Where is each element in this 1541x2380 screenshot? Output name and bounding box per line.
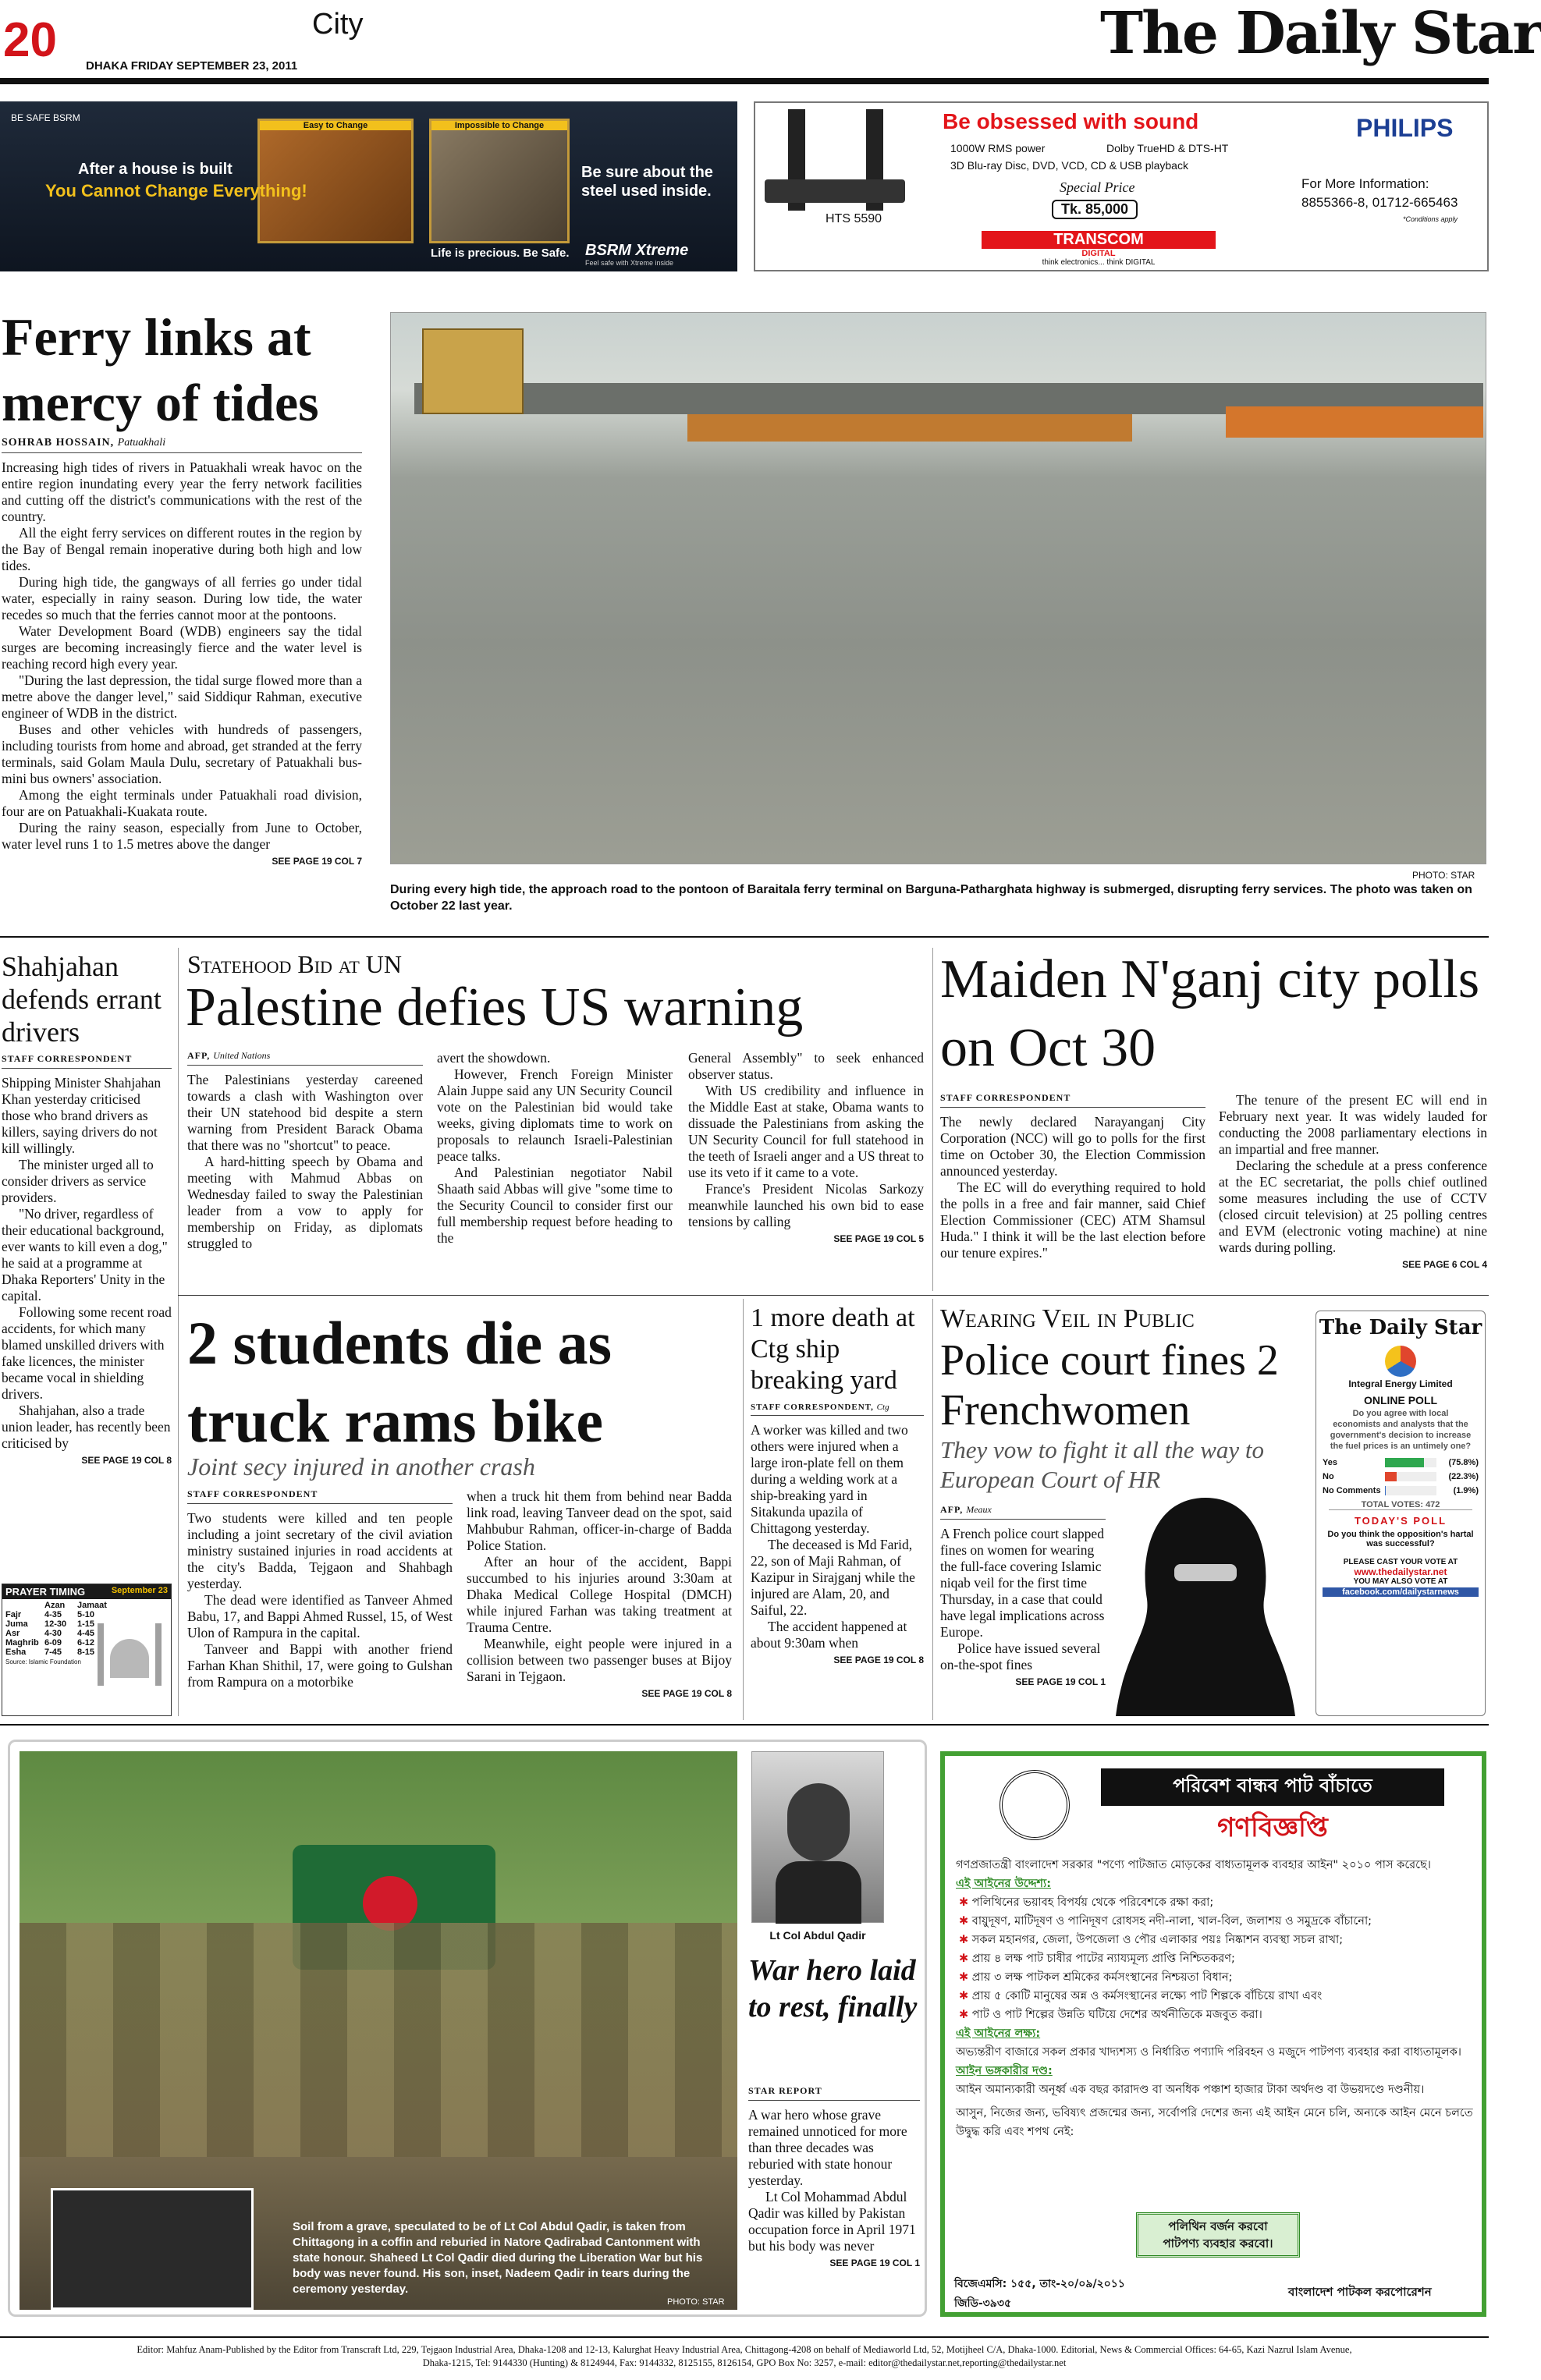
ad-bsrm-top: BE SAFE BSRM — [11, 112, 80, 123]
nganj-byline: STAFF CORRESPONDENT — [940, 1092, 1205, 1108]
war-hero-headline: War hero laid to rest, finally — [748, 1954, 918, 2024]
ferry-see-page[interactable]: SEE PAGE 19 COL 7 — [272, 856, 362, 867]
poll-sponsor: Integral Energy Limited — [1348, 1378, 1453, 1389]
students-byline: STAFF CORRESPONDENT — [187, 1488, 453, 1504]
rule-v2 — [932, 948, 933, 1291]
poll-options — [1323, 1458, 1479, 1495]
ferry-boat-right — [1226, 406, 1483, 438]
ad-philips-info: For More Information: — [1301, 176, 1429, 191]
poll-option-no[interactable]: No (22.3%) — [1323, 1472, 1479, 1481]
poll-question: Do you agree with local economists and analysts that the government's decision to increase the fuel prices is an untimely one? — [1330, 1409, 1472, 1451]
palestine-col1: AFP, United Nations The Palestinians yesterday careened towards a clash with Washington over their UN statehood bid despite a stern warning from President Barack Obama that there was no "shortcut" to peace. A hard-hitting speech by Obama and meeting with Mahmud Abbas on Wednesday failed to sway the Palestinian leader from a vow to apply for membership on Friday, as diplomats struggled to — [187, 1050, 423, 1251]
poll-total: TOTAL VOTES: 472 — [1329, 1500, 1472, 1510]
logo: The Daily Star — [1100, 0, 1541, 67]
jute-org: বাংলাদেশ পাটকল করপোরেশন — [1288, 2285, 1432, 2299]
ferry-text: Increasing high tides of rivers in Patuakhali wreak havoc on the entire region inundating every year the ferry network facilities and cutting off the district's communications with the rest of the country. All the eight ferry services on different routes in the region by the Bay of Bengal remain inoperative during both high and low tides. During high tide, the gangways of all ferries go under tidal water, especially in rainy season. During low tide, the water recedes so much that the ferries cannot moor at the pontoons. Water Development Board (WDB) engineers say the tidal surges are becoming increasingly fierce and the water level is reaching record high every year. "During the last depression, the tidal surge flowed more than a metre above the danger level," said Siddiqur Rahman, executive engineer of WDB in the district. Buses and other vehicles with hundreds of passengers, including tourists from home and abroad, get stranded at the ferry terminals, said Golam Maula Dulu, secretary of Patuakhali bus-mini bus owners' association. Among the eight terminals under Patuakhali road division, four are on Patuakhali-Kuakata route. During the rainy season, especially from June to October, water level runs 1 to 1.5 metres above the danger — [2, 459, 362, 852]
ad-bsrm-line4: steel used inside. — [581, 183, 712, 200]
easy-label: Easy to Change — [260, 121, 411, 130]
ctg-story: 1 more death at Ctg ship breaking yard STAFF CORRESPONDENT, Ctg A worker was killed and two others were injured when a large iron-plate fell on them during a welding work at a ship-breaking yard in Sitakunda upazila of Chittagong yesterday. The deceased is Md Farid, 22, son of Maji Rahman, of Kazipur in Sirajganj while the injured are Alam, 20, and Saiful, 22. The accident happened at about 9:30am when SEE PAGE 19 COL 8 — [751, 1304, 924, 1665]
poll-bar-no-comments — [1385, 1486, 1436, 1495]
dealer-tag: think electronics... think DIGITAL — [1042, 258, 1156, 267]
prayer-header: PRAYER TIMING September 23 — [2, 1584, 171, 1599]
jute-subtitle: গণবিজ্ঞপ্তি — [1217, 1812, 1328, 1843]
veil-kicker: Wearing Veil in Public — [940, 1304, 1195, 1333]
ad-philips-phones: 8855366-8, 01712-665463 — [1301, 195, 1458, 210]
nganj-col1: STAFF CORRESPONDENT The newly declared Narayanganj City Corporation (NCC) will go to polls for the first time on October 30, the Election Commission announced yesterday. The EC will do everything required to hold the polls in a free and fair manner, said Chief Election Commissioner (CEC) ATM Shamsul Huda." I think it will be the last election before our tenure expires." — [940, 1092, 1205, 1261]
shahjahan-story — [2, 950, 172, 1466]
dealer-sub: DIGITAL — [1081, 249, 1116, 258]
veil-byline: AFP, Meaux — [940, 1504, 1106, 1520]
poll-bar-yes — [1385, 1458, 1436, 1467]
ctg-see-page[interactable]: SEE PAGE 19 COL 8 — [833, 1655, 924, 1665]
nganj-col2: The tenure of the present EC will end in February next year. It was widely lauded for conducting the 2008 parliamentary elections in an impartial and free manner. Declaring the schedule at a press conference at the EC secretariat, the polls chief outlined some measures including the use of CCTV (closed circuit television) at 25 polling centres and EVM (electronic voting machine) at nine wards during polling. SEE PAGE 6 COL 4 — [1219, 1092, 1487, 1270]
ferry-headline: Ferry links at mercy of tides — [2, 307, 319, 432]
jute-body: গণপ্রজাতন্ত্রী বাংলাদেশ সরকার "পণ্যে পাটজাত মোড়কের বাধ্যতামূলক ব্যবহার আইন" ২০১০ পাস করেছে। এই আইনের উদ্দেশ্য: ✱ পলিথিনের ভয়াবহ বিপর্যয় থেকে পরিবেশকে রক্ষা করা; ✱ বায়ুদূষণ, মাটিদূষণ ও পানিদূষণ রোধসহ নদী-নালা, খাল-বিল, জলাশয় ও সমুদ্রকে বাঁচানো; ✱ সকল মহানগর, জেলা, উপজেলা ও পৌর এলাকার পয়ঃ নিষ্কাশন ব্যবস্থা সচল রাখা; ✱ প্রায় ৪ লক্ষ পাট চাষীর পাটের ন্যায্যমূল্য প্রাপ্তি নিশ্চিতকরণ; ✱ প্রায় ৩ লক্ষ পাটকল শ্রমিকের কর্মসংস্থানের নিশ্চয়তা বিধান; ✱ প্রায় ৫ কোটি মানুষের অন্ন ও কর্মসংস্থানের লক্ষ্যে পাট শিল্পকে বাঁচিয়ে রাখা এবং ✱ পাট ও পাট শিল্পের উন্নতি ঘটিয়ে দেশের অর্থনীতিকে মজবুত করা। এই আইনের লক্ষ্য: অভ্যন্তরীণ বাজারে সকল প্রকার খাদ্যশস্য ও নির্ধারিত পণ্যাদি পরিবহন ও মজুদে পাটপণ্য ব্যবহার করা বাধ্যতামূলক। আইন ভঙ্গকারীর দণ্ড: আইন অমান্যকারী অনূর্ধ্ব এক বছর কারাদণ্ড বা অনধিক পঞ্চাশ হাজার টাকা অর্থদণ্ড বা উভয়দণ্ডে দণ্ডনীয়। আসুন, নিজের জন্য, ভবিষ্যৎ প্রজন্মের জন্য, সর্বোপরি দেশের জন্য এই আইন মেনে চলি, অন্যকে আইন মেনে চলতে উদ্বুদ্ধ করি এবং শপথ নেই: — [956, 1859, 1473, 2138]
poll-today-question: Do you think the opposition's hartal was successful? — [1327, 1530, 1474, 1548]
shahjahan-headline: Shahjahan defends errant drivers — [2, 951, 162, 1048]
poll-cast-1: PLEASE CAST YOUR VOTE AT — [1343, 1558, 1458, 1566]
palestine-kicker: Statehood Bid at UN — [187, 950, 403, 978]
rule-v4 — [932, 1299, 933, 1720]
ad-bsrm-slogan: Life is precious. Be Safe. — [431, 247, 570, 260]
jute-ref-1: বিজেএমসি: ১৫৫, তাং-২০/০৯/২০১১ — [954, 2278, 1125, 2290]
ferry-caption: During every high tide, the approach road to the pontoon of Baraitala ferry terminal on Barguna-Patharghata highway is submerged, disrupting ferry services. The photo was taken on October 22 last year. — [390, 883, 1472, 913]
ad-bsrm-brand-sub: Feel safe with Xtreme inside — [585, 259, 674, 267]
funeral-photo — [20, 1751, 737, 2310]
war-hero-text: STAR REPORT A war hero whose grave remained unnoticed for more than three decades was reburied with state honour yesterday. Lt Col Mohammad Abdul Qadir was killed by Pakistan occupation force in April 1971 but his body was never SEE PAGE 19 COL 1 — [748, 2085, 920, 2268]
dealer-name: TRANSCOM — [982, 231, 1216, 249]
ctg-headline: 1 more death at Ctg ship breaking yard — [751, 1304, 915, 1395]
impossible-label: Impossible to Change — [431, 121, 567, 130]
feature-3: 3D Blu-ray Disc, DVD, VCD, CD & USB playback — [950, 159, 1188, 172]
section-label: City — [312, 8, 364, 41]
jute-ref-2: জিডি-৩৯৩৫ — [954, 2297, 1012, 2310]
palestine-see-page[interactable]: SEE PAGE 19 COL 5 — [833, 1233, 924, 1244]
niqab-silhouette — [1108, 1490, 1303, 1716]
war-hero-photo-credit: PHOTO: STAR — [667, 2297, 725, 2307]
prayer-box — [2, 1584, 172, 1716]
rule-3 — [0, 1724, 1489, 1726]
ctg-byline: STAFF CORRESPONDENT, Ctg — [751, 1403, 924, 1416]
feature-1: 1000W RMS power — [950, 142, 1046, 154]
inset-photo — [51, 2188, 254, 2310]
ad-bsrm-line1: After a house is built — [78, 161, 233, 178]
poll-option-no-comments[interactable]: No Comments (1.9%) — [1323, 1486, 1479, 1495]
poll-logo: The Daily Star — [1319, 1316, 1482, 1339]
soldiers-group — [20, 1923, 737, 2157]
rule-1 — [0, 936, 1489, 938]
ad-philips-conditions: *Conditions apply — [1403, 215, 1458, 223]
feature-2: Dolby TrueHD & DTS-HT — [1106, 142, 1229, 154]
war-hero-byline: STAR REPORT — [748, 2085, 920, 2101]
rule-2 — [178, 1295, 1489, 1296]
jute-ad[interactable] — [940, 1751, 1486, 2317]
home-theater-image — [765, 109, 905, 226]
ad-bsrm-line3: Be sure about the — [581, 164, 713, 181]
palestine-byline: AFP, United Nations — [187, 1050, 423, 1066]
poll-title: ONLINE POLL — [1363, 1394, 1438, 1406]
bjmc-logo-icon — [1000, 1770, 1070, 1840]
jute-pledge: পলিথিন বর্জন করবো পাটপণ্য ব্যবহার করবো। — [1136, 2212, 1300, 2258]
veil-col: AFP, Meaux A French police court slapped fines on women for wearing the full-face covering Islamic niqab veil for the first time Thursday, in a case that could have legal implications across Europe. Police have issued several on-the-spot fines SEE PAGE 19 COL 1 — [940, 1504, 1106, 1687]
dateline: DHAKA FRIDAY SEPTEMBER 23, 2011 — [86, 59, 298, 73]
students-col1: STAFF CORRESPONDENT Two students were killed and ten people including a joint secretary of the civil aviation ministry sustained injuries in road accidents at the city's Badda, Tejgaon and Shahbagh yesterday. The dead were identified as Tanveer Ahmed Babu, 17, and Bappi Ahmed Russel, 15, of West Ulon of Rampura in the capital. Tanveer and Bappi with another friend Farhan Khan Shithil, 17, were going to Gulshan from Rampura on a motorbike — [187, 1488, 453, 1690]
ad-philips-dealer — [982, 231, 1216, 267]
ferry-photo-credit: PHOTO: STAR — [1412, 870, 1475, 881]
nganj-see-page[interactable]: SEE PAGE 6 COL 4 — [1402, 1259, 1487, 1270]
ad-philips-model: HTS 5590 — [826, 212, 882, 225]
masthead — [0, 0, 1541, 86]
poll-cast-2: YOU MAY ALSO VOTE AT — [1353, 1577, 1448, 1586]
ad-philips-price: Tk. 85,000 — [1052, 200, 1138, 219]
ad-bsrm-line2: You Cannot Change Everything! — [45, 181, 307, 200]
palestine-col3: General Assembly" to seek enhanced observer status. With US credibility and influence in the Middle East at stake, Obama wants to dissuade the Palestinians from asking the UN Security Council for full statehood in the teeth of Israeli anger and a US threat to use its veto if it came to a vote. France's President Nicolas Sarkozy meanwhile launched his own bid to ease tensions by calling SEE PAGE 19 COL 5 — [688, 1050, 924, 1244]
page-number: 20 — [3, 13, 57, 67]
prayer-source: Source: Islamic Foundation — [5, 1658, 81, 1665]
rule-v3 — [743, 1299, 744, 1720]
shahjahan-byline: STAFF CORRESPONDENT — [2, 1053, 172, 1069]
palestine-col2: avert the showdown. However, French Foreign Minister Alain Juppe said any UN Security Council vote on the Palestinian bid would take weeks, giving diplomats time to work on proposals to relaunch Israeli-Palestinian peace talks. And Palestinian negotiator Nabil Shaath said Abbas will give "some time to the Security Council to consider first our full membership request before heading to the — [437, 1050, 673, 1246]
ad-philips-headline: Be obsessed with sound — [943, 109, 1199, 133]
ad-bsrm[interactable] — [0, 101, 737, 271]
energy-logo-icon — [1385, 1346, 1416, 1377]
qadir-portrait — [751, 1751, 884, 1923]
jute-title: পরিবেশ বান্ধব পাট বাঁচাতে — [1101, 1768, 1444, 1806]
rule-v1 — [178, 948, 179, 1716]
house-image — [429, 119, 570, 243]
war-hero-see-page[interactable]: SEE PAGE 19 COL 1 — [829, 2258, 920, 2268]
palestine-headline: Palestine defies US warning — [186, 977, 804, 1037]
ad-philips-brand: PHILIPS — [1356, 114, 1454, 142]
ferry-byline: SOHRAB HOSSAIN, Patuakhali — [2, 437, 362, 453]
students-headline: 2 students die as truck rams bike — [187, 1309, 612, 1455]
shahjahan-text: Shipping Minister Shahjahan Khan yesterday criticised those who brand drivers as killers, saying drivers do not kill willingly. The minister urged all to consider drivers as service providers. "No driver, regardless of their educational background, ever wants to kill even a dog," he said at a programme at Dhaka Reporters' Unity in the capital. Following some recent road accidents, for which many blamed unskilled drivers with fake licences, the minister became vocal in shielding drivers. Shahjahan, also a trade union leader, has recently been criticised by — [2, 1075, 172, 1451]
ferry-boat-left — [422, 328, 524, 414]
students-subhead: Joint secy injured in another crash — [187, 1452, 535, 1481]
veil-headline: Police court fines 2 Frenchwomen — [940, 1336, 1279, 1435]
qadir-portrait-label: Lt Col Abdul Qadir — [769, 1929, 866, 1942]
poll-url[interactable]: www.thedailystar.net — [1354, 1566, 1447, 1577]
veil-see-page[interactable]: SEE PAGE 19 COL 1 — [1015, 1676, 1106, 1687]
footer-rule — [0, 2336, 1489, 2338]
veil-subhead: They vow to fight it all the way to European Court of HR — [940, 1436, 1265, 1493]
ad-bsrm-brand: BSRM Xtreme — [585, 242, 689, 259]
nganj-headline: Maiden N'ganj city polls on Oct 30 — [940, 949, 1480, 1078]
ferry-body — [2, 437, 362, 867]
poll-bar-no — [1385, 1472, 1436, 1481]
masthead-rule — [0, 78, 1489, 84]
ad-philips-special: Special Price — [1060, 179, 1135, 195]
students-col2: when a truck hit them from behind near Badda link road, leaving Tanveer dead on the spot, said Mahbubur Rahman, officer-in-charge of Badda Police Station. After an hour of the accident, Bappi succumbed to his injuries around 3:30am at Dhaka Medical College Hospital (DMCH) while injured Farhan was taking treatment at Trauma Centre. Meanwhile, eight people were injured in a collision between two passenger buses at Bijoy Sarani in Tejgaon. SEE PAGE 19 COL 8 — [467, 1488, 732, 1699]
war-hero-box — [8, 1740, 927, 2317]
poll-today: TODAY'S POLL — [1354, 1515, 1447, 1527]
prayer-table: Azan Jamaat Fajr 4-35 5-10 Juma 12-30 1-15 Asr 4-30 4-45 Maghrib 6-09 6-12 Esha 7-45 8-15 — [5, 1601, 107, 1657]
footer: Editor: Mahfuz Anam-Published by the Editor from Transcraft Ltd, 229, Tejgaon Industrial Area, Dhaka-1208 and 12-13, Kalurghat Heavy Industrial Area, Chittagong-4208 on behalf of Mediaworld Ltd, 52, Motijheel C/A, Dhaka-1000. Editorial, News & Commercial Offices: 64-65, Kazi Nazrul Islam Avenue, Dhaka-1215, Tel: 9144330 (Hunting) & 8124944, Fax: 9144332, 8125155, 8126154, GPO Box No: 3257, e-mail: editor@thedailystar.net,reporting@thedailystar.net — [137, 2344, 1352, 2368]
ferry-pontoon — [687, 414, 1132, 442]
poll-option-yes[interactable]: Yes (75.8%) — [1323, 1458, 1479, 1467]
poll-fb[interactable]: facebook.com/dailystarnews — [1323, 1587, 1479, 1597]
online-poll[interactable] — [1316, 1311, 1486, 1716]
ferry-photo — [390, 312, 1486, 864]
ad-philips[interactable] — [754, 101, 1489, 271]
war-hero-caption: Soil from a grave, speculated to be of Lt Col Abdul Qadir, is taken from Chittagong in a coffin and reburied in Natore Qadirabad Cantonment with state honour. Shaheed Lt Col Qadir died during the Liberation War but his body was never found. His son, inset, Nadeem Qadir in tears during the ceremony yesterday. — [293, 2220, 703, 2296]
students-see-page[interactable]: SEE PAGE 19 COL 8 — [641, 1688, 732, 1699]
shahjahan-see-page[interactable]: SEE PAGE 19 COL 8 — [81, 1455, 172, 1466]
